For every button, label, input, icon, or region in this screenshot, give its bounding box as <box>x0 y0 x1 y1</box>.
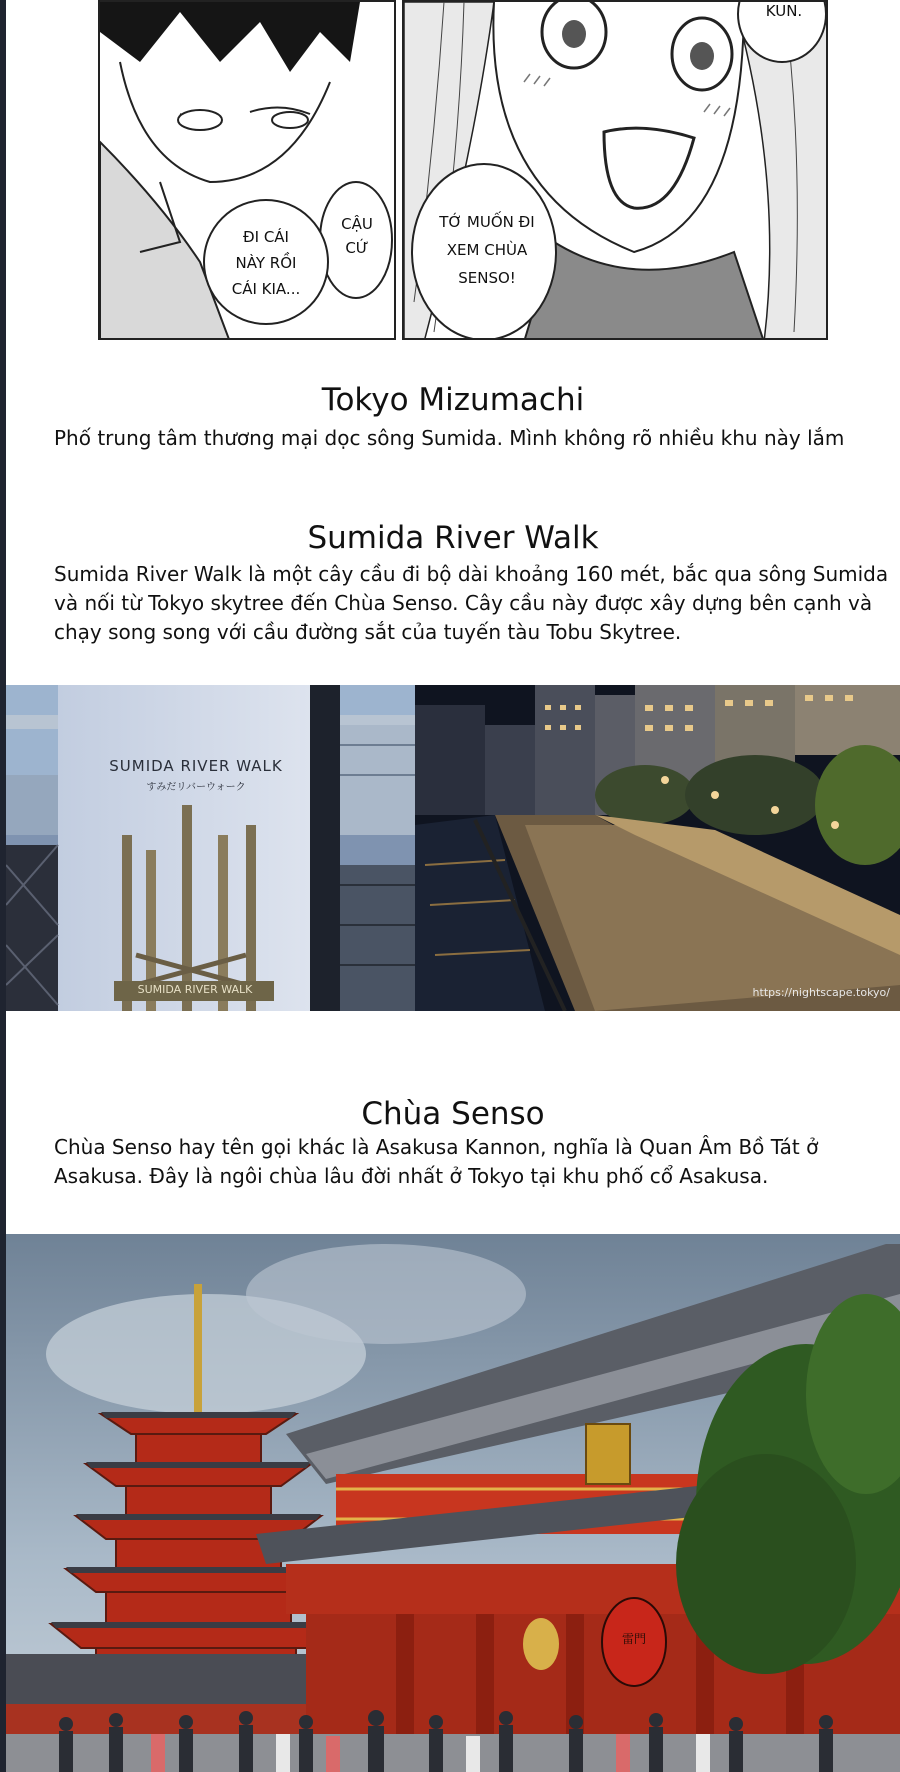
river-walk-night-illustration <box>415 685 900 1011</box>
river-walk-sign-subtitle: すみだリバーウォーク <box>146 782 246 793</box>
manga-speech-kun: KUN. <box>765 2 803 20</box>
section-title-senso: Chùa Senso <box>361 1096 545 1132</box>
section-title-mizumachi: Tokyo Mizumachi <box>321 382 585 418</box>
river-walk-sign-illustration <box>6 685 415 1011</box>
river-walk-gate-text: SUMIDA RIVER WALK <box>137 983 253 996</box>
manga-panel-left <box>98 0 396 340</box>
section-body-senso: Chùa Senso hay tên gọi khác là Asakusa Kannon, nghĩa là Quan Âm Bồ Tát ở Asakusa. Đây là ngôi chùa lâu đời nhất ở Tokyo tại khu phố cổ Asakusa. <box>54 1135 819 1188</box>
river-walk-night-photo <box>415 685 900 1011</box>
section-title-river-walk: Sumida River Walk <box>307 520 599 556</box>
river-walk-sign-title: SUMIDA RIVER WALK <box>109 757 283 775</box>
river-walk-sign-photo <box>6 685 415 1011</box>
page-content <box>6 0 900 1772</box>
section-body-mizumachi: Phố trung tâm thương mại dọc sông Sumida. Mình không rõ nhiều khu này lắm <box>54 426 845 450</box>
manga-speech-senso: TỚ MUỐN ĐI XEM CHÙA SENSO! <box>439 213 535 287</box>
manga-panel <box>98 0 828 342</box>
section-body-river-walk: Sumida River Walk là một cây cầu đi bộ dài khoảng 160 mét, bắc qua sông Sumida và nối từ Tokyo skytree đến Chùa Senso. Cây cầu này được xây dựng bên cạnh và chạy song song với cầu đường sắt của tuyến tàu Tobu Skytree. <box>54 562 889 644</box>
senso-temple-illustration <box>6 1234 900 1772</box>
senso-temple-photo <box>6 1234 900 1772</box>
temple-lantern-text: 雷門 <box>621 1632 646 1646</box>
manga-speech-di-cai: ĐI CÁI NÀY RỒI CÁI KIA... <box>231 228 301 298</box>
manga-speech-cau-cu: CẬU CỨ <box>341 215 373 257</box>
night-photo-watermark: https://nightscape.tokyo/ <box>752 986 890 999</box>
manga-panel-right <box>402 0 828 340</box>
